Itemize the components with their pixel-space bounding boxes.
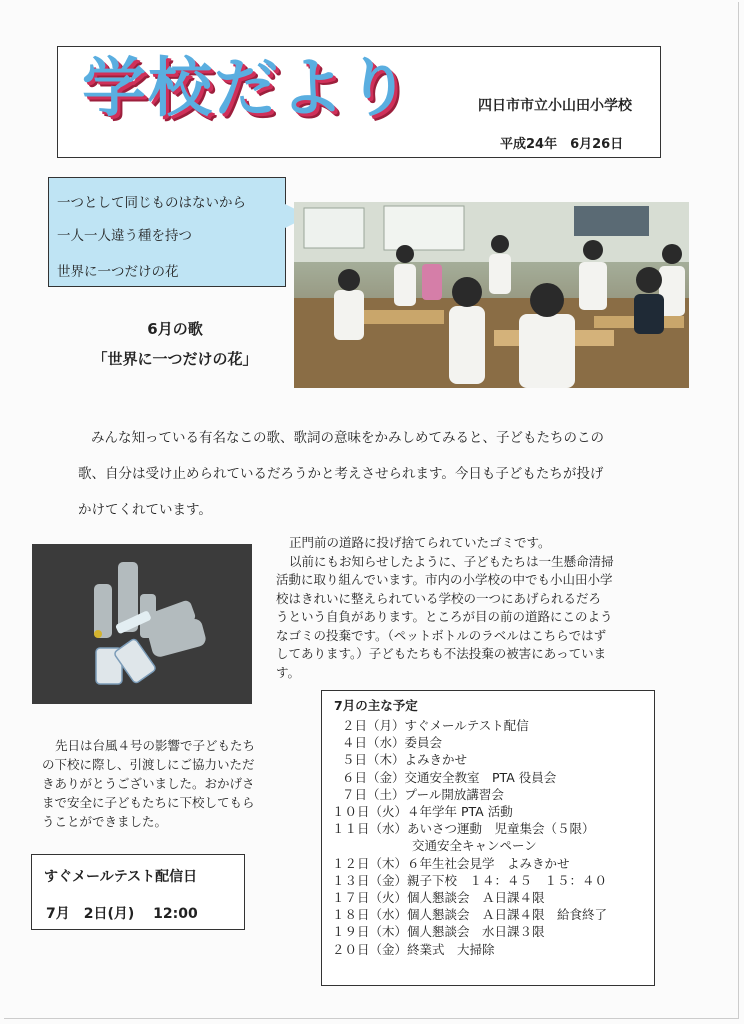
article-line: 正門前の道路に投げ捨てられていたゴミです。 (289, 535, 551, 550)
schedule-item: １２日（木）６年生社会見学 よみきかせ (332, 855, 570, 871)
intro-paragraph (78, 420, 678, 528)
lyric-line: 一人一人違う種を持つ (57, 228, 192, 244)
paragraph-line: 歌、自分は受け止められているだろうかと考えさせられます。今日も子どもたちが投げ (78, 466, 604, 482)
issue-date: 平成24年 6月26日 (500, 137, 624, 152)
schedule-item: ２日（月）すぐメールテスト配信 (342, 718, 529, 733)
schedule-item: １９日（木）個人懇談会 水日課３限 (332, 924, 545, 940)
article-line: 校はきれいに整えられている学校の一つにあげられるだろ (276, 590, 602, 606)
littered-bottles-photo (32, 544, 252, 704)
typhoon-thanks-note (42, 736, 292, 831)
note-line: の下校に際し、引渡しにご協力いただ (42, 757, 255, 772)
mail-test-title: すぐメールテスト配信日 (44, 869, 198, 885)
article-line: 活動に取り組んでいます。市内の小学校の中でも小山田小学 (276, 572, 613, 587)
schedule-item: １１日（水）あいさつ運動 児童集会（５限） (332, 821, 595, 837)
song-title: 「世界に一つだけの花」 (92, 350, 258, 368)
article-line: してあります。）子どもたちも不法投棄の被害にあっていま (276, 646, 607, 661)
schedule-item: ２０日（金）終業式 大掃除 (332, 941, 495, 957)
schedule-item: １８日（水）個人懇談会 Ａ日課４限 給食終了 (332, 907, 608, 923)
note-line: 先日は台風４号の影響で子どもたち (55, 738, 256, 753)
note-line: まで安全に子どもたちに下校してもら (42, 795, 255, 810)
schedule-item: ６日（金）交通安全教室 PTA 役員会 (342, 769, 557, 785)
schedule-item: ７日（土）プール開放講習会 (342, 786, 504, 802)
schedule-item: １７日（火）個人懇談会 Ａ日課４限 (332, 890, 545, 906)
paragraph-line: みんな知っている有名なこの歌、歌詞の意味をかみしめてみると、子どもたちのこの (91, 430, 604, 446)
song-of-month-heading: 6月の歌 (147, 320, 203, 338)
schedule-title: 7月の主な予定 (334, 698, 418, 713)
mail-test-datetime: 7月 2日(月) 12:00 (46, 906, 198, 922)
schedule-item: １０日（火）４年学年 PTA 活動 (332, 804, 513, 820)
july-schedule-box (321, 690, 655, 986)
note-line: きありがとうございました。おかげさ (42, 776, 255, 791)
newsletter-title: 学校だより (82, 52, 412, 126)
schedule-item: ４日（水）委員会 (342, 735, 443, 751)
schedule-list (332, 717, 607, 958)
schedule-item: ５日（木）よみきかせ (342, 752, 468, 768)
schedule-item: １３日（金）親子下校 １４：４５ １５：４０ (332, 872, 608, 888)
lyric-line: 世界に一つだけの花 (57, 264, 179, 280)
article-line: 以前にもお知らせしたように、子どもたちは一生懸命清掃 (289, 553, 614, 569)
mail-test-box (31, 854, 245, 930)
schedule-item-continuation: 交通安全キャンペーン (412, 838, 537, 854)
note-line: うことができました。 (42, 814, 168, 829)
paragraph-line: かけてくれています。 (78, 502, 212, 518)
lyric-speech-bubble (48, 177, 286, 287)
classroom-photo (294, 202, 689, 388)
garbage-article (276, 534, 696, 682)
article-line: なゴミの投棄です。（ペットボトルのラベルはこちらではず (276, 627, 607, 643)
newsletter-header (57, 46, 661, 158)
lyric-line: 一つとして同じものはないから (57, 195, 246, 211)
school-name: 四日市市立小山田小学校 (478, 98, 632, 114)
article-line: うという自負があります。ところが目の前の道路にこのよう (276, 609, 613, 624)
article-line: す。 (276, 664, 301, 680)
